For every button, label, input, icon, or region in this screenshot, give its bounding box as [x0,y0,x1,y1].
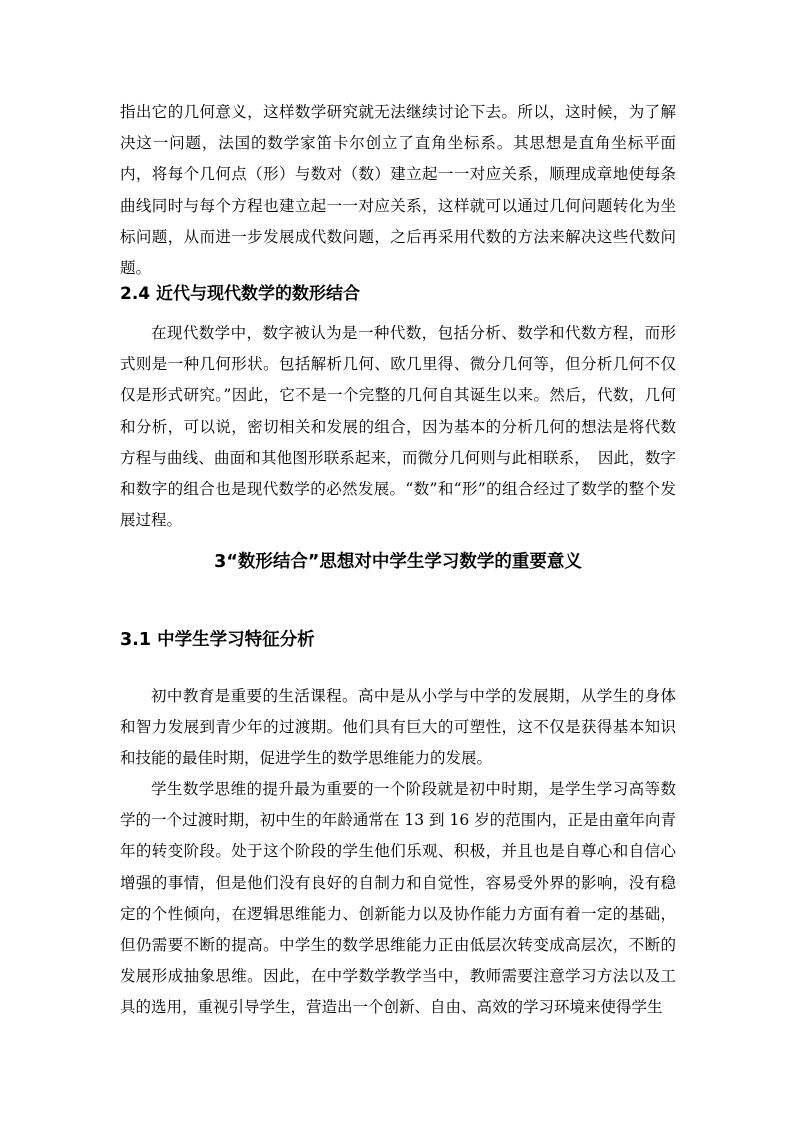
paragraph-student-thinking: 学生数学思维的提升最为重要的一个阶段就是初中时期，是学生学习高等数学的一个过渡时期，初中生的年龄通常在 13 到 16 岁的范围内，正是由童年向青年的转变阶段。处于这个阶段的学生他们乐观、积极，并且也是自尊心和自信心增强的事情，但是他们没有良好的自制力和自觉性，容易受外界的影响，没有稳定的个性倾向，在逻辑思维能力、创新能力以及协作能力方面有着一定的基础，但仍需要不断的提高。中学生的数学思维能力正由低层次转变成高层次，不断的发展形成抽象思维。因此，在中学数学教学当中，教师需要注意学习方法以及工具的选用，重视引导学生，营造出一个创新、自由、高效的学习环境来使得学生 [120,780,676,1017]
paragraph-modern-mathematics: 在现代数学中，数字被认为是一种代数，包括分析、数学和代数方程，而形式则是一种几何形状。包括解析几何、欧几里得、微分几何等，但分析几何不仅仅是形式研究。”因此，它不是一个完整的几何自其诞生以来。然后，代数，几何和分析，可以说，密切相关和发展的组合，因为基本的分析几何的想法是将代数方程与曲线、曲面和其他图形联系起来，而微分几何则与此相联系， 因此，数字和数字的组合也是现代数学的必然发展。“数”和“形”的组合经过了数学的整个发展过程。 [120,324,676,530]
section-2-4-heading: 2.4 近代与现代数学的数形结合 [120,284,361,304]
paragraph-descartes-coordinates: 指出它的几何意义，这样数学研究就无法继续讨论下去。所以，这时候，为了解决这一问题，法国的数学家笛卡尔创立了直角坐标系。其思想是直角坐标平面内，将每个几何点（形）与数对（数）建立起一一对应关系，顺理成章地使每条曲线同时与每个方程也建立起一一对应关系，这样就可以通过几何问题转化为坐标问题，从而进一步发展成代数问题，之后再采用代数的方法来解决这些代数问题。 [120,103,676,278]
chapter-3-heading: 3“数形结合”思想对中学生学习数学的重要意义 [214,552,582,572]
section-3-1-heading: 3.1 中学生学习特征分析 [120,630,315,650]
paragraph-middle-school-education: 初中教育是重要的生活课程。高中是从小学与中学的发展期，从学生的身体和智力发展到青少年的过渡期。他们具有巨大的可塑性，这不仅是获得基本知识和技能的最佳时期，促进学生的数学思维能力的发展。 [120,687,676,768]
